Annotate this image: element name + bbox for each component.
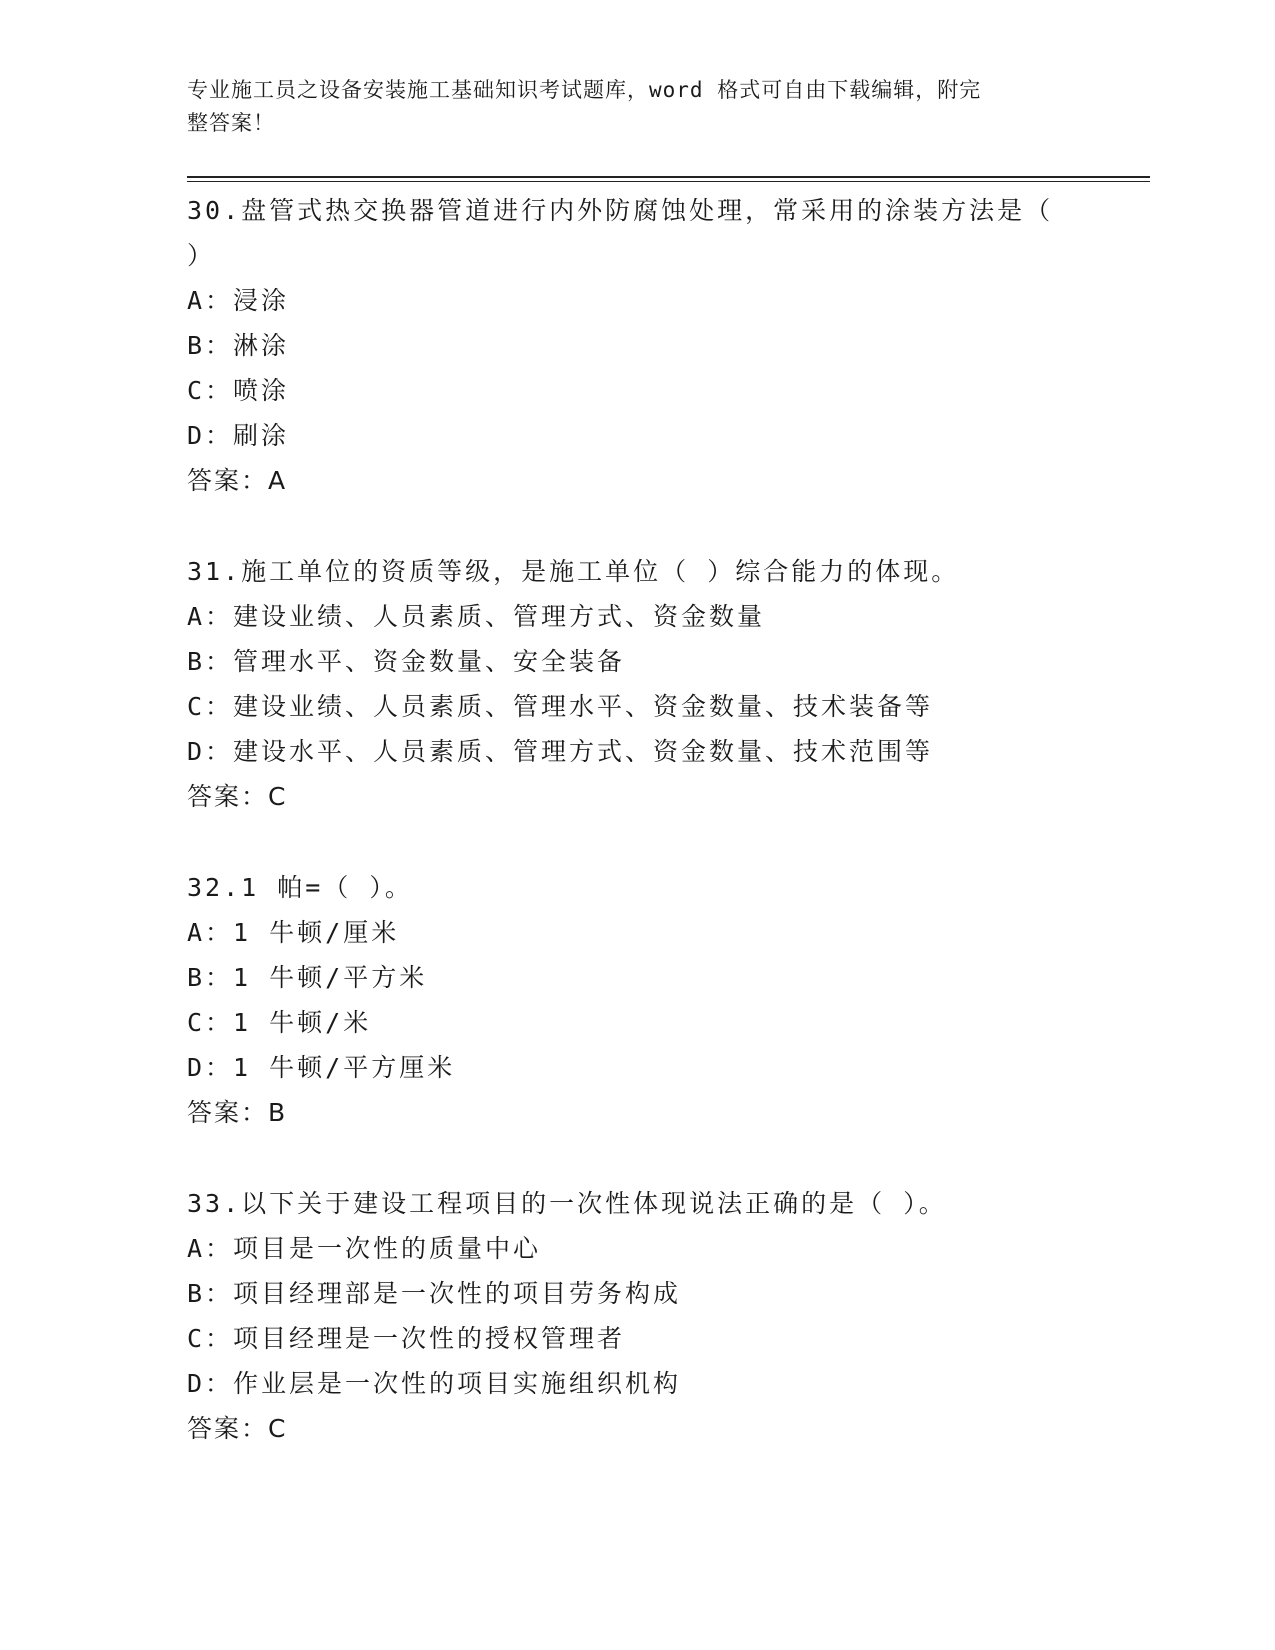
option-a: A：建设业绩、人员素质、管理方式、资金数量	[187, 602, 766, 631]
question-stem: 33.以下关于建设工程项目的一次性体现说法正确的是（ ）。	[187, 1189, 947, 1218]
question-list	[187, 188, 1087, 1451]
header-line-1: 专业施工员之设备安装施工基础知识考试题库，word 格式可自由下载编辑，附完	[187, 78, 982, 102]
option-c: C：建设业绩、人员素质、管理水平、资金数量、技术装备等	[187, 692, 934, 721]
option-a: A：1 牛顿/厘米	[187, 918, 400, 947]
option-b: B：项目经理部是一次性的项目劳务构成	[187, 1279, 682, 1308]
option-c: C：项目经理是一次性的授权管理者	[187, 1324, 626, 1353]
option-d: D：建设水平、人员素质、管理方式、资金数量、技术范围等	[187, 737, 934, 766]
question-33	[187, 1181, 1087, 1451]
answer: 答案：B	[187, 1098, 288, 1127]
question-31	[187, 549, 1087, 819]
option-c: C：1 牛顿/米	[187, 1008, 372, 1037]
question-spacer	[187, 1135, 1087, 1181]
option-c: C：喷涂	[187, 376, 290, 405]
question-stem: 30.盘管式热交换器管道进行内外防腐蚀处理，常采用的涂装方法是（	[187, 196, 1054, 225]
answer: 答案：C	[187, 782, 288, 811]
option-b: B：管理水平、资金数量、安全装备	[187, 647, 626, 676]
option-d: D：刷涂	[187, 421, 290, 450]
option-d: D：作业层是一次性的项目实施组织机构	[187, 1369, 682, 1398]
answer: 答案：C	[187, 1414, 288, 1443]
question-spacer	[187, 503, 1087, 549]
question-stem-continuation: ）	[187, 241, 216, 270]
option-a: A：浸涂	[187, 286, 290, 315]
option-b: B：1 牛顿/平方米	[187, 963, 428, 992]
option-d: D：1 牛顿/平方厘米	[187, 1053, 456, 1082]
option-b: B：淋涂	[187, 331, 290, 360]
question-32	[187, 865, 1087, 1135]
header-divider-thin	[187, 181, 1150, 182]
option-a: A：项目是一次性的质量中心	[187, 1234, 542, 1263]
document-header	[187, 74, 1067, 140]
question-30	[187, 188, 1087, 503]
header-line-2: 整答案！	[187, 111, 275, 135]
question-stem: 32.1 帕=（ ）。	[187, 873, 413, 902]
header-divider-thick	[187, 176, 1150, 178]
question-spacer	[187, 819, 1087, 865]
question-stem: 31.施工单位的资质等级，是施工单位（ ）综合能力的体现。	[187, 557, 960, 586]
answer: 答案：A	[187, 466, 288, 495]
